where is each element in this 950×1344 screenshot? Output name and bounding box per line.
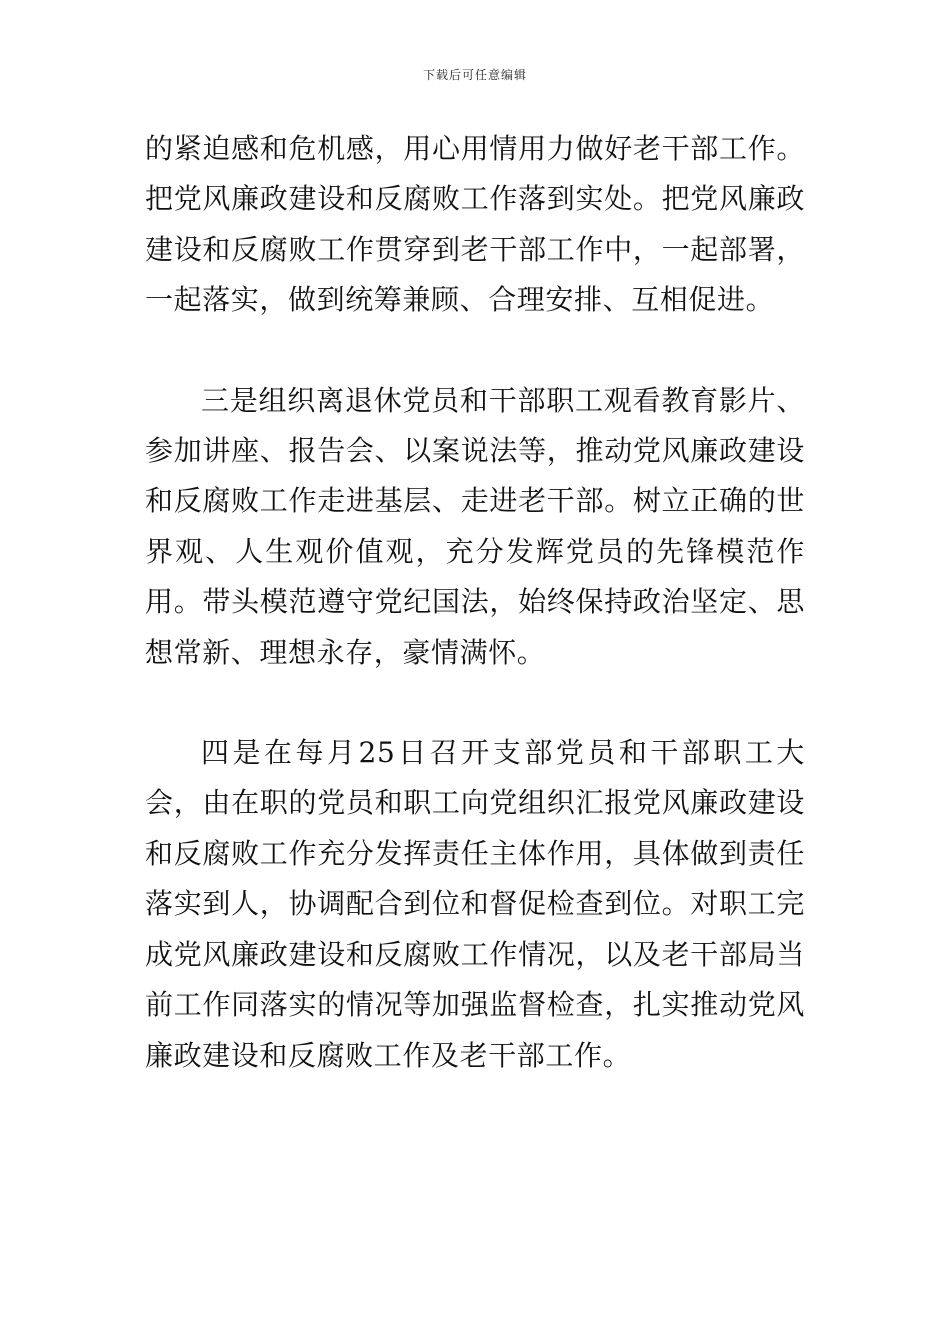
page-header-note: 下载后可任意编辑 — [422, 68, 527, 82]
paragraph-point-three: 三是组织离退休党员和干部职工观看教育影片、参加讲座、报告会、以案说法等，推动党风廉政建设和反腐败工作走进基层、走进老干部。树立正确的世界观、人生观价值观，充分发辉党员的先锋模范作用。带头模范遵守党纪国法，始终保持政治坚定、思想常新、理想永存，豪情满怀。 — [145, 383, 805, 669]
paragraph-continuation: 的紧迫感和危机感，用心用情用力做好老干部工作。把党风廉政建设和反腐败工作落到实处。把党风廉政建设和反腐败工作贯穿到老干部工作中，一起部署，一起落实，做到统筹兼顾、合理安排、互相促进。 — [145, 132, 805, 317]
paragraph-point-four: 四是在每月25日召开支部党员和干部职工大会，由在职的党员和职工向党组织汇报党风廉政建设和反腐败工作充分发挥责任主体作用，具体做到责任落实到人，协调配合到位和督促检查到位。对职工完成党风廉政建设和反腐败工作情况，以及老干部局当前工作同落实的情况等加强监督检查，扎实推动党风廉政建设和反腐败工作及老干部工作。 — [145, 736, 805, 1072]
document-body — [145, 124, 805, 1081]
